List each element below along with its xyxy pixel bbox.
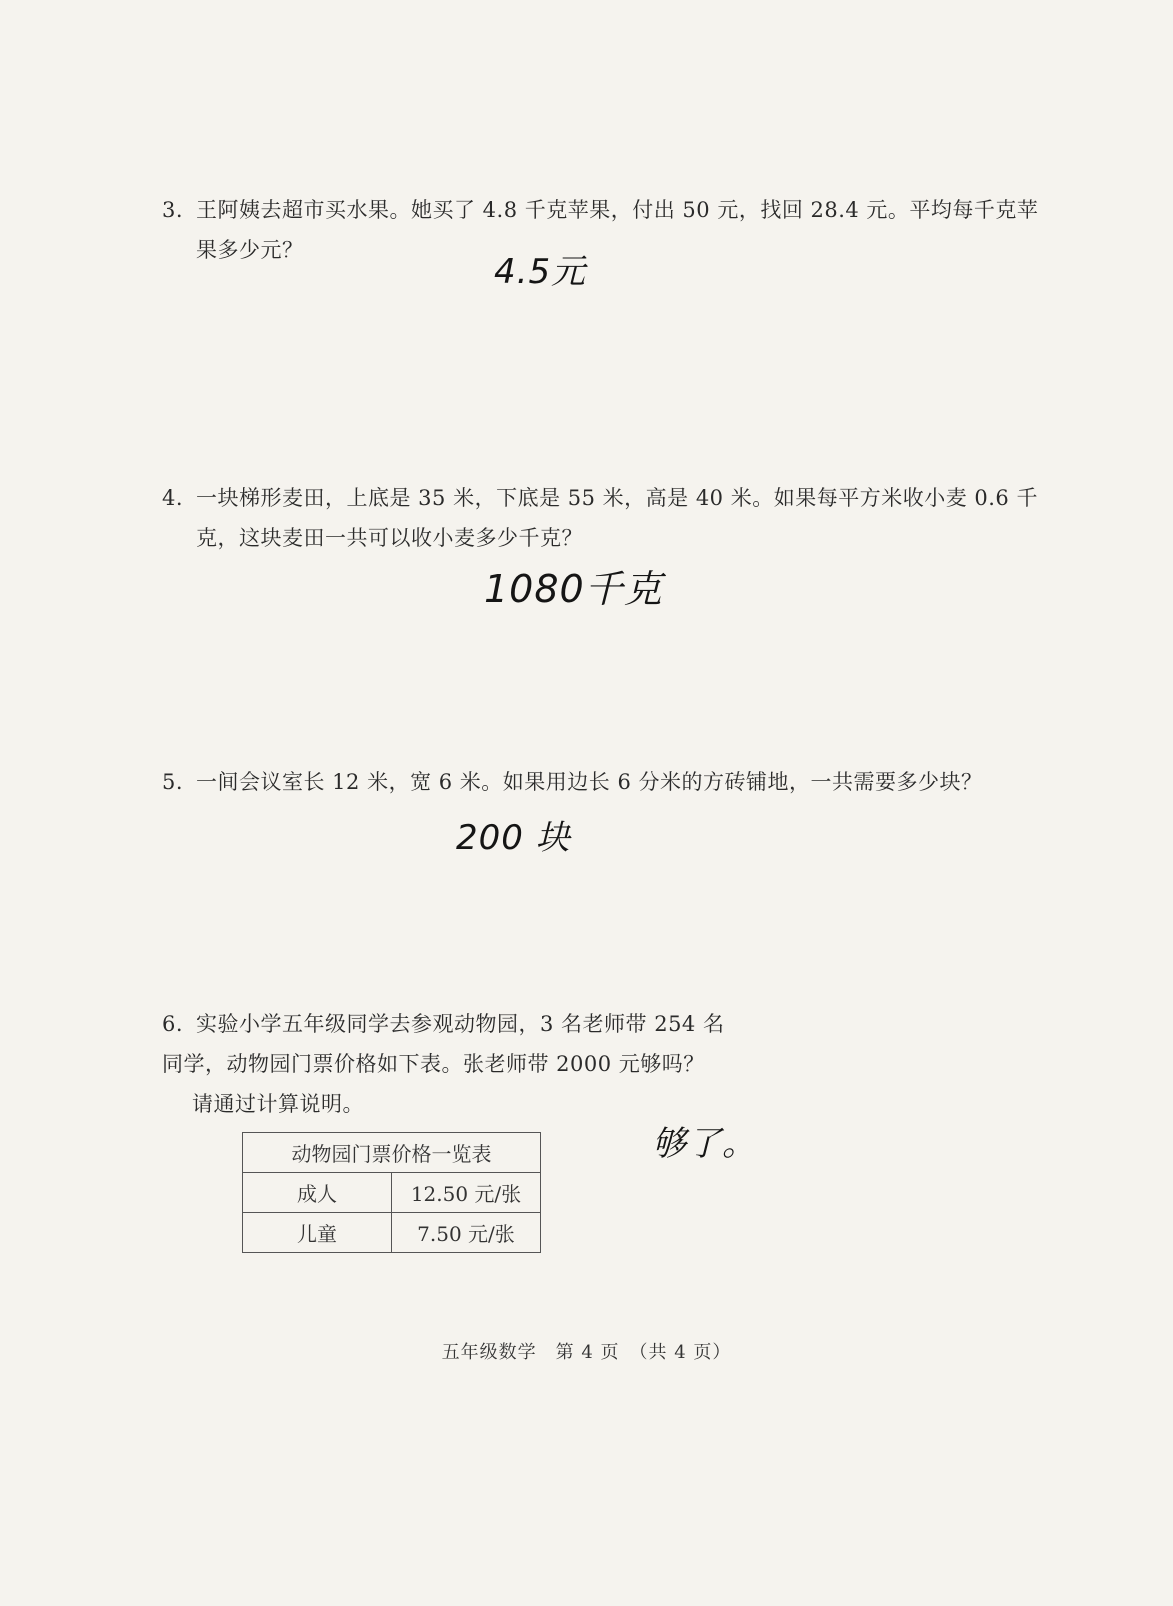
ticket-price-cell: 7.50 元/张 — [392, 1213, 541, 1253]
question-6-line-1: 6. 实验小学五年级同学去参观动物园，3 名老师带 254 名 — [162, 1004, 724, 1044]
question-number: 5. — [162, 770, 184, 794]
table-row — [243, 1213, 541, 1253]
handwritten-answer-3: 4.5元 — [494, 252, 587, 292]
ticket-type-cell: 成人 — [243, 1173, 392, 1213]
question-4 — [162, 478, 1038, 558]
question-4-line-1: 4. 一块梯形麦田，上底是 35 米，下底是 55 米，高是 40 米。如果每平方米收小麦 0.6 千 — [162, 478, 1038, 518]
question-3-line-1: 3. 王阿姨去超市买水果。她买了 4.8 千克苹果，付出 50 元，找回 28.4 元。平均每千克苹 — [162, 190, 1038, 230]
question-number: 6. — [162, 1012, 184, 1036]
ticket-type-cell: 儿童 — [243, 1213, 392, 1253]
question-5-line-1: 5. 一间会议室长 12 米，宽 6 米。如果用边长 6 分米的方砖铺地，一共需要多少块？ — [162, 762, 983, 802]
ticket-price-table — [242, 1132, 541, 1253]
table-title: 动物园门票价格一览表 — [243, 1133, 541, 1173]
question-3 — [162, 190, 1038, 270]
handwritten-answer-4: 1080千克 — [484, 567, 663, 611]
question-3-line-2: 果多少元？ — [196, 238, 304, 262]
question-5 — [162, 762, 983, 802]
table-row — [243, 1173, 541, 1213]
handwritten-answer-5: 200 块 — [456, 818, 571, 858]
table-title-row — [243, 1133, 541, 1173]
question-4-line-2: 克，这块麦田一共可以收小麦多少千克？ — [196, 526, 583, 550]
question-number: 4. — [162, 486, 184, 510]
ticket-price-cell: 12.50 元/张 — [392, 1173, 541, 1213]
handwritten-answer-6: 够了。 — [652, 1124, 757, 1164]
question-number: 3. — [162, 198, 184, 222]
question-6-line-2: 同学，动物园门票价格如下表。张老师带 2000 元够吗？ — [162, 1052, 705, 1076]
question-6 — [162, 1004, 724, 1124]
question-6-line-3: 请通过计算说明。 — [192, 1092, 364, 1116]
page-footer: 五年级数学 第 4 页 （共 4 页） — [441, 1342, 732, 1363]
